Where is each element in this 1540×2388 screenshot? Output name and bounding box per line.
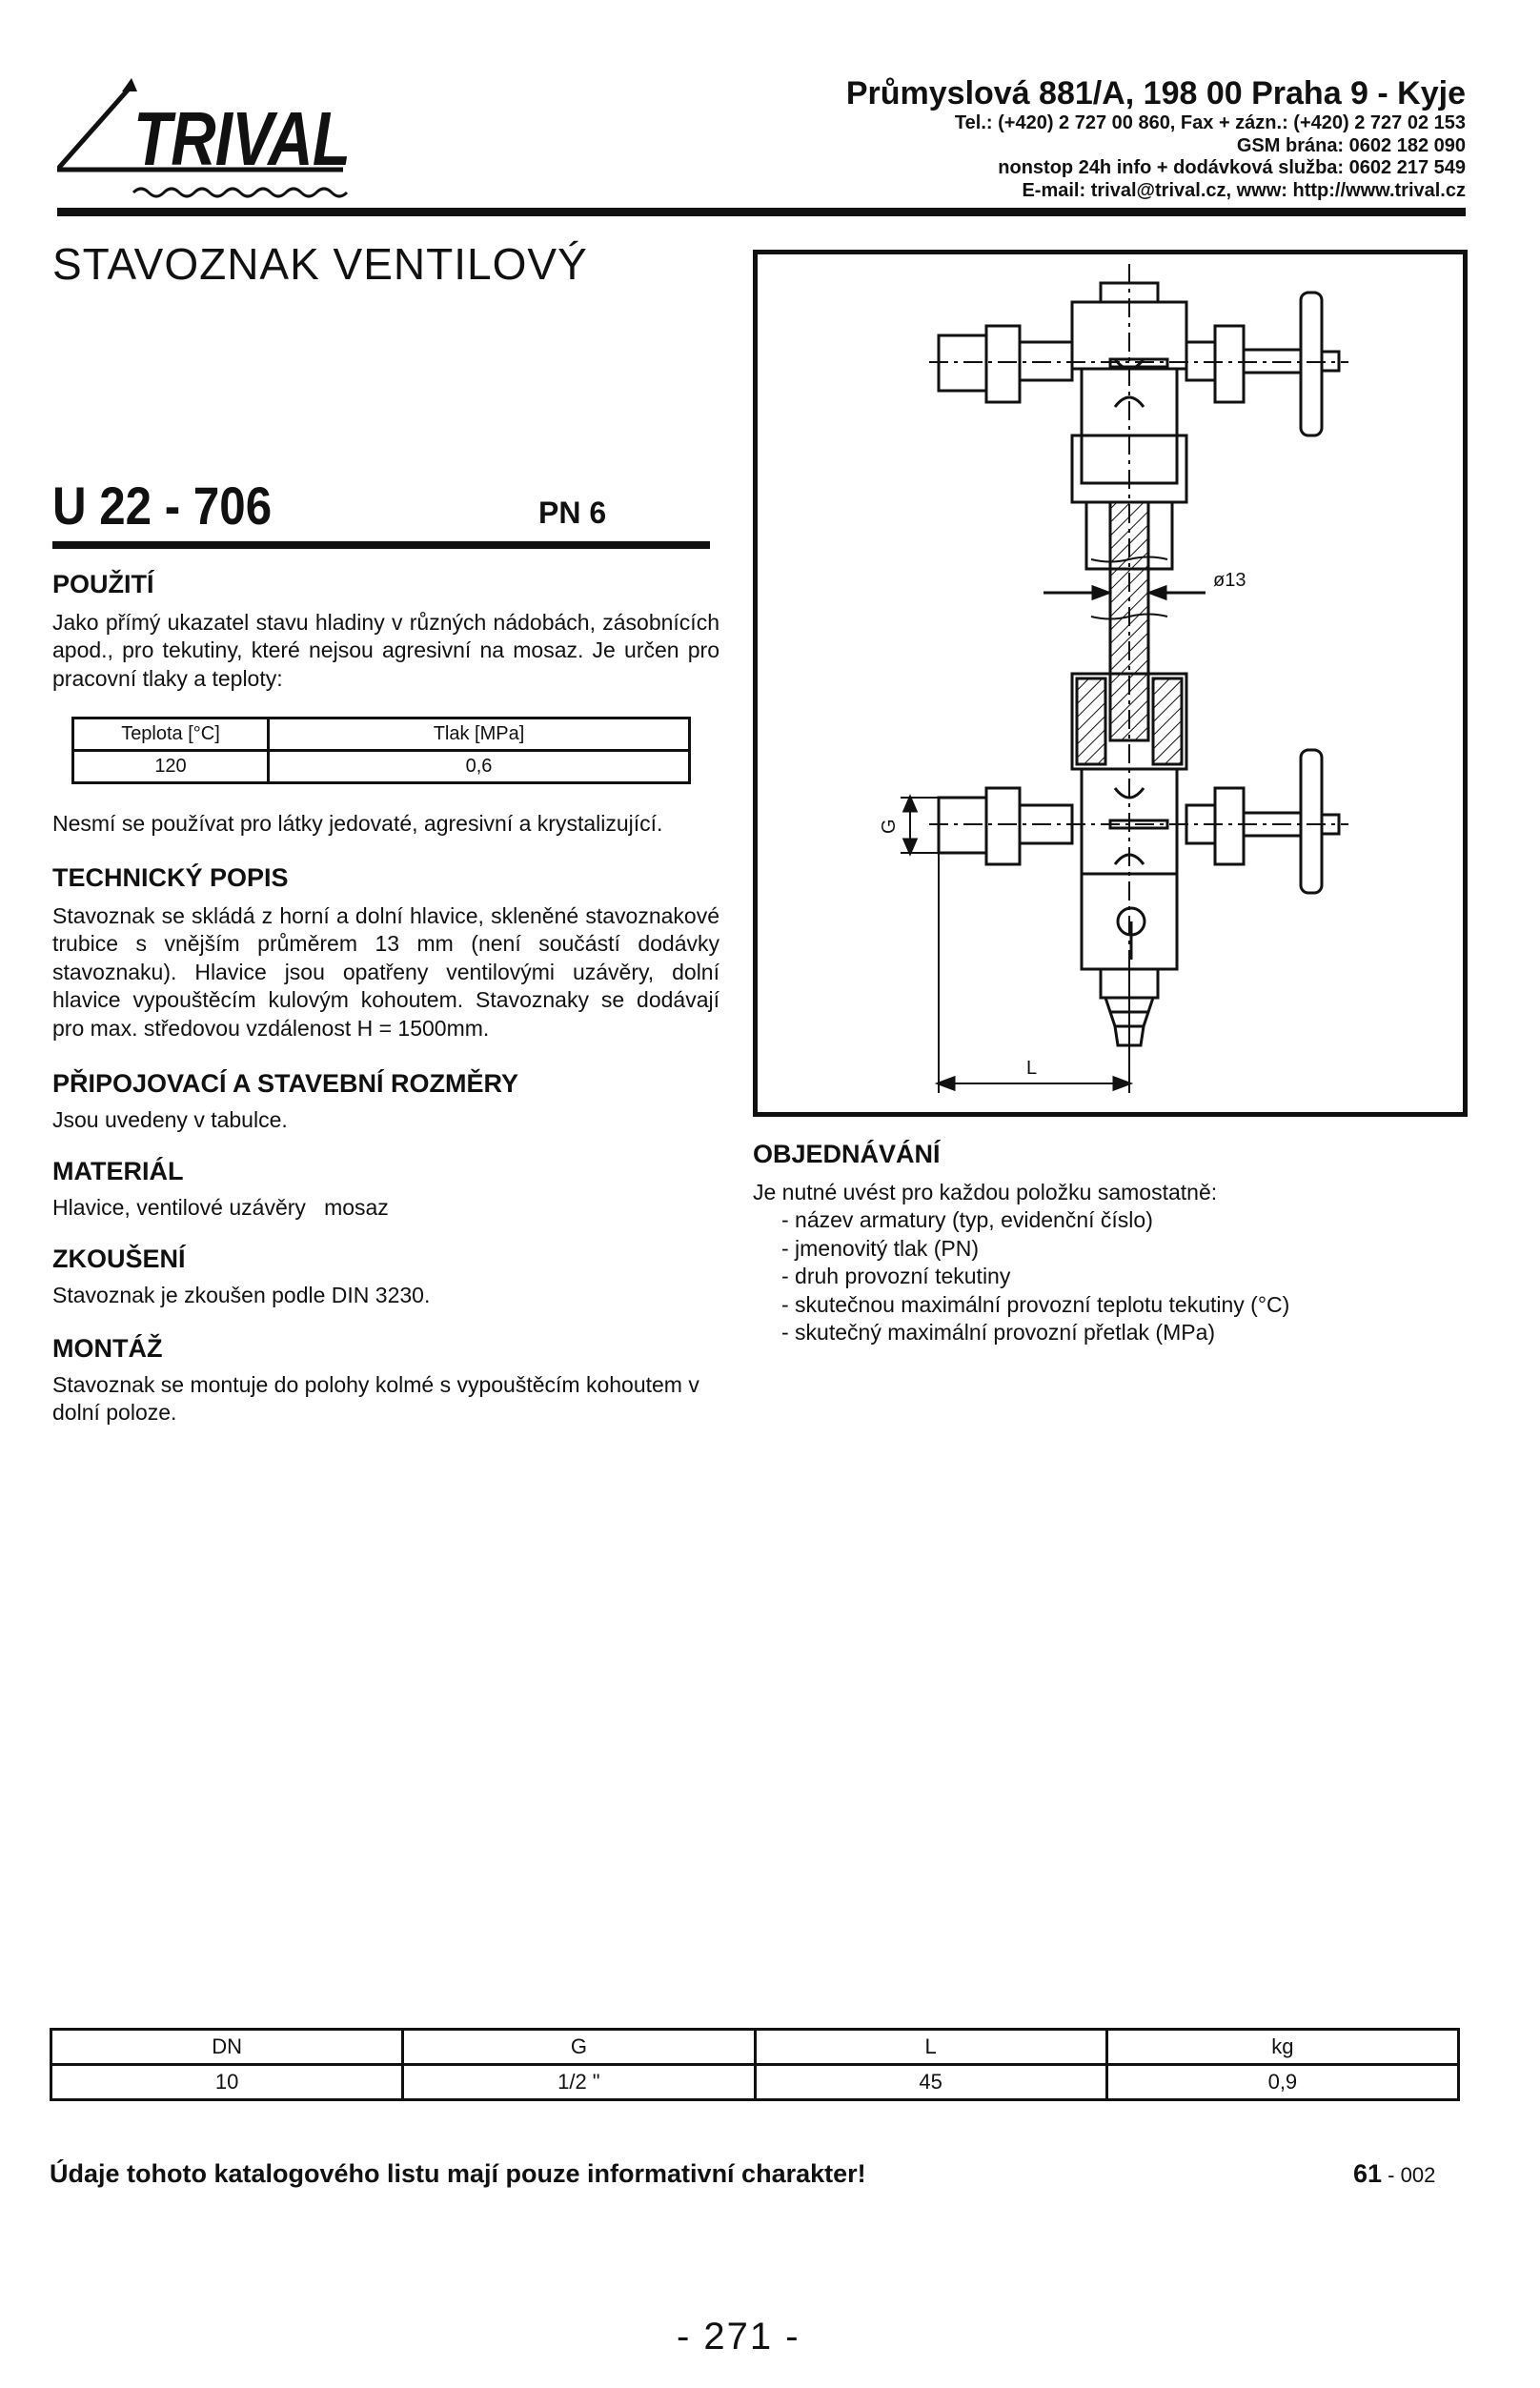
conditions-value-pressure: 0,6	[269, 751, 690, 783]
pripojovaci-heading: PŘIPOJOVACÍ A STAVEBNÍ ROZMĚRY	[52, 1069, 519, 1098]
header-rule	[57, 208, 1466, 216]
page-number: - 271 -	[677, 2316, 800, 2358]
dim-value-kg: 0,9	[1106, 2065, 1458, 2100]
product-code-row	[52, 475, 710, 549]
conditions-value-row	[73, 751, 690, 783]
technical-drawing-frame	[753, 250, 1468, 1117]
order-item: - název armatury (typ, evidenční číslo)	[781, 1207, 1153, 1233]
objednavani-heading: OBJEDNÁVÁNÍ	[753, 1140, 941, 1168]
dim-header-l: L	[755, 2030, 1106, 2065]
dimensions-table	[50, 2028, 1460, 2101]
catalog-code	[1353, 2159, 1435, 2189]
section-montaz	[52, 1334, 719, 1427]
section-objednavani	[753, 1140, 1458, 1347]
company-email: E-mail: trival@trival.cz, www: http://www.trival.cz	[1022, 179, 1466, 201]
glass-tube	[1044, 502, 1246, 740]
section-pripojovaci	[52, 1069, 719, 1134]
conditions-header-temp: Teplota [°C]	[73, 718, 269, 751]
dim-header-kg: kg	[1106, 2030, 1458, 2065]
technical-drawing	[758, 254, 1463, 1112]
conditions-header-row	[73, 718, 690, 751]
technicky-heading: TECHNICKÝ POPIS	[52, 863, 289, 892]
dim-value-dn: 10	[51, 2065, 403, 2100]
g-dim-label: G	[879, 819, 900, 834]
company-phone: Tel.: (+420) 2 727 00 860, Fax + zázn.: (+420) 2 727 02 153	[954, 112, 1466, 134]
pouziti-text: Jako přímý ukazatel stavu hladiny v různých nádobách, zásobnících apod., pro tekutiny, které nejsou agresivní na mosaz. Je určen pro pracovní tlaky a teploty:	[52, 610, 719, 691]
dimensions-header-row	[51, 2030, 1459, 2065]
pripojovaci-text: Jsou uvedeny v tabulce.	[52, 1107, 288, 1132]
logo-text: TRIVAL	[133, 96, 351, 181]
technicky-text: Stavoznak se skládá z horní a dolní hlavice, skleněné stavoznakové trubice s vnějším průměrem 13 mm (není součástí dodávky stavoznaku). Hlavice jsou opatřeny ventilovými uzávěry, dolní hlavice vypouštěcím kulovým kohoutem. Stavoznaky se dodávají pro max. středovou vzdálenost H = 1500mm.	[52, 903, 719, 1041]
material-text: Hlavice, ventilové uzávěry mosaz	[52, 1195, 389, 1220]
catalog-code-sub: - 002	[1382, 2163, 1436, 2187]
product-code: U 22 - 706	[52, 476, 273, 536]
dim-value-g: 1/2 "	[403, 2065, 755, 2100]
dim-header-dn: DN	[51, 2030, 403, 2065]
product-pn: PN 6	[538, 496, 607, 530]
objednavani-intro: Je nutné uvést pro každou položku samostatně:	[753, 1180, 1218, 1204]
section-material	[52, 1157, 719, 1222]
order-item: - druh provozní tekutiny	[781, 1264, 1011, 1289]
order-item: - jmenovitý tlak (PN)	[781, 1235, 980, 1261]
dim-header-g: G	[403, 2030, 755, 2065]
company-nonstop: nonstop 24h info + dodávková služba: 0602 217 549	[998, 157, 1466, 179]
warning-text: Nesmí se používat pro látky jedovaté, agresivní a krystalizující.	[52, 811, 663, 836]
l-dim-label: L	[1026, 1058, 1038, 1079]
catalog-code-main: 61	[1353, 2159, 1383, 2188]
order-list	[781, 1206, 1458, 1346]
material-heading: MATERIÁL	[52, 1157, 184, 1185]
pouziti-heading: POUŽITÍ	[52, 570, 154, 598]
disclaimer-note: Údaje tohoto katalogového listu mají pouze informativní charakter!	[50, 2159, 866, 2188]
order-item: - skutečnou maximální provozní teplotu tekutiny (°C)	[781, 1291, 1290, 1317]
order-item: - skutečný maximální provozní přetlak (MPa)	[781, 1320, 1216, 1346]
company-info	[846, 74, 1466, 202]
page-title: STAVOZNAK VENTILOVÝ	[52, 239, 588, 289]
section-pouziti	[52, 570, 719, 693]
diameter-label: ø13	[1213, 570, 1246, 591]
conditions-header-pressure: Tlak [MPa]	[269, 718, 690, 751]
dim-value-l: 45	[755, 2065, 1106, 2100]
montaz-heading: MONTÁŽ	[52, 1334, 163, 1363]
section-zkouseni	[52, 1245, 719, 1309]
dimensions-value-row	[51, 2065, 1459, 2100]
trival-logo	[57, 67, 353, 210]
montaz-text: Stavoznak se montuje do polohy kolmé s vypouštěcím kohoutem v dolní poloze.	[52, 1372, 699, 1426]
section-technicky	[52, 863, 719, 1042]
zkouseni-text: Stavoznak je zkoušen podle DIN 3230.	[52, 1283, 431, 1307]
company-gsm: GSM brána: 0602 182 090	[1236, 134, 1466, 156]
zkouseni-heading: ZKOUŠENÍ	[52, 1245, 186, 1273]
conditions-table	[71, 717, 691, 784]
conditions-value-temp: 120	[73, 751, 269, 783]
company-address: Průmyslová 881/A, 198 00 Praha 9 - Kyje	[845, 75, 1466, 111]
